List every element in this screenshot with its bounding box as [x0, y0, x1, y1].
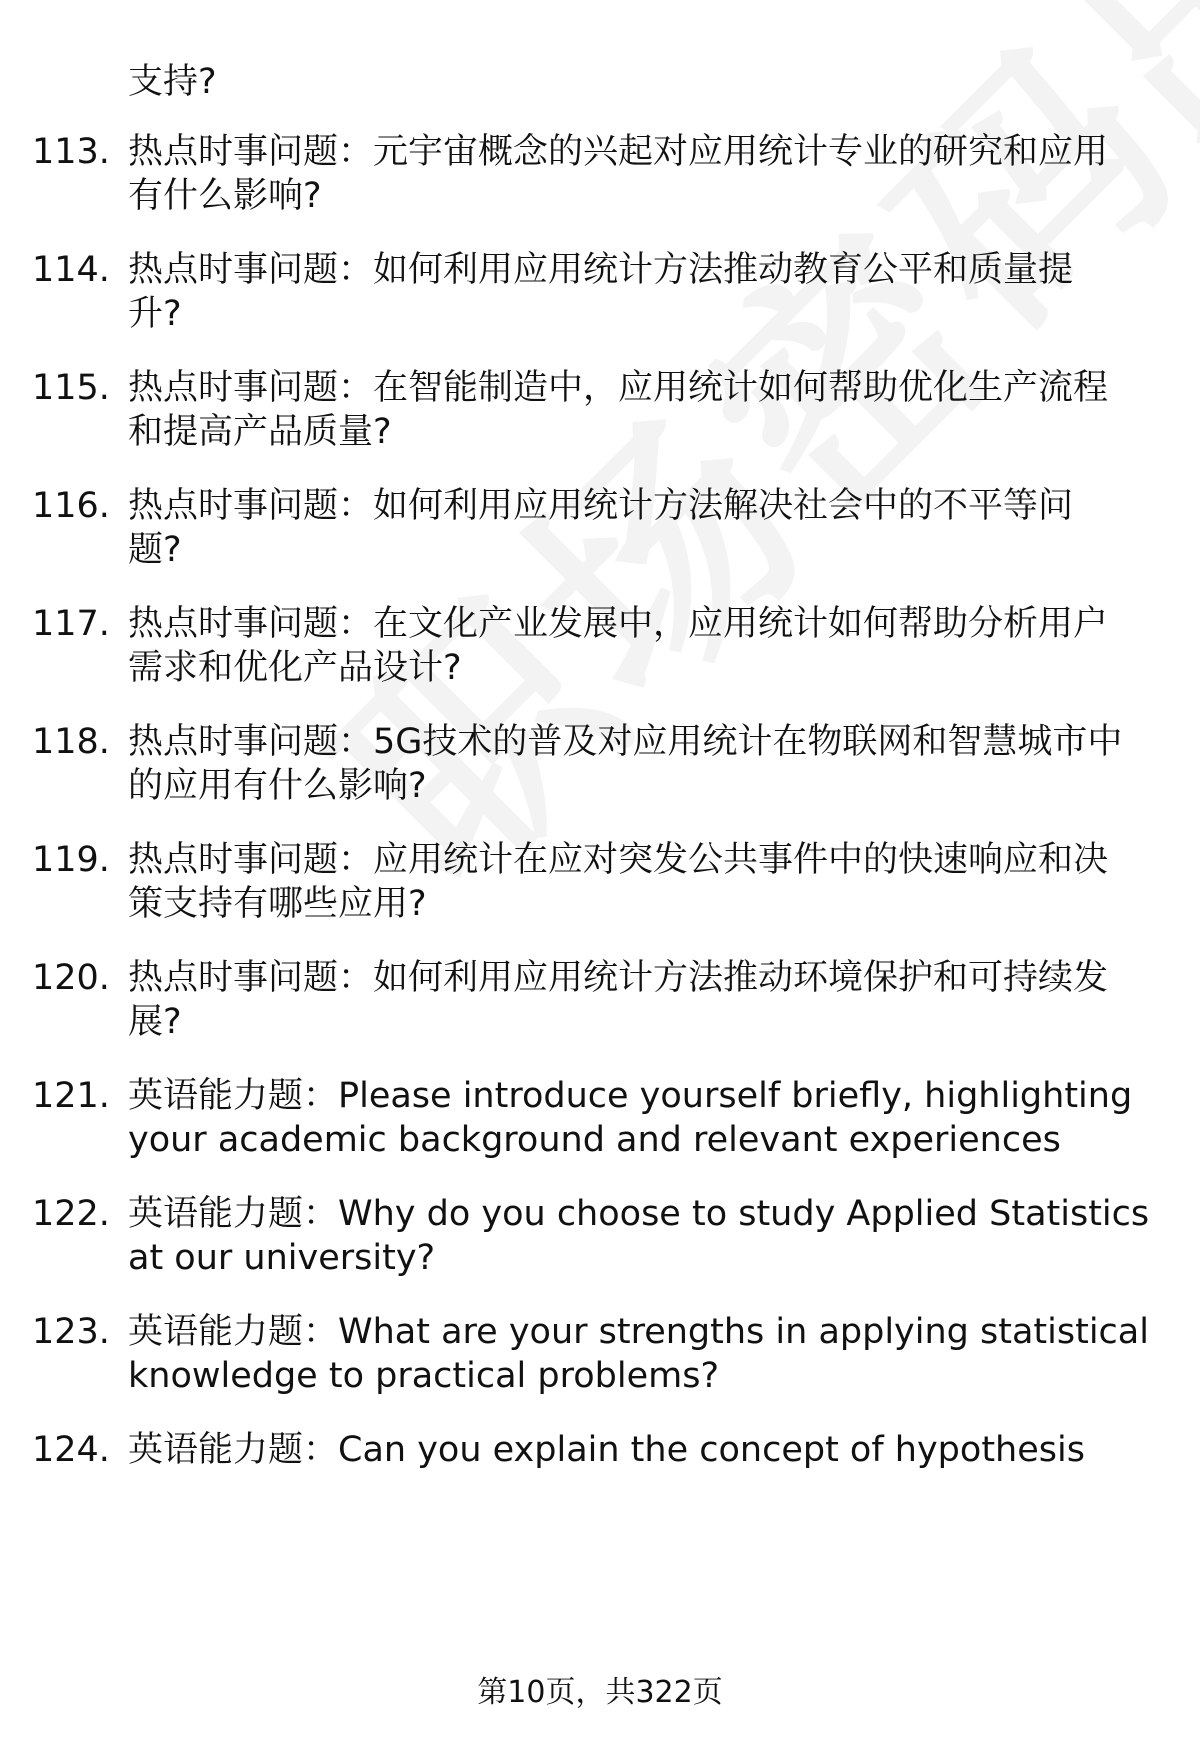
question-text-line1: 英语能力题：Please introduce yourself briefly, highlighting: [128, 1076, 1133, 1116]
question-number: 117.: [32, 604, 110, 644]
question-text-line2: 题?: [128, 530, 182, 570]
question-number: 122.: [32, 1194, 110, 1234]
question-text-line1: 热点时事问题：在智能制造中，应用统计如何帮助优化生产流程: [128, 368, 1109, 408]
question-text-line1: 热点时事问题：如何利用应用统计方法推动环境保护和可持续发: [128, 958, 1109, 998]
question-number: 113.: [32, 132, 110, 172]
question-text-line1: 热点时事问题：元宇宙概念的兴起对应用统计专业的研究和应用: [128, 132, 1109, 172]
question-text-line1: 热点时事问题：5G技术的普及对应用统计在物联网和智慧城市中: [128, 722, 1123, 762]
question-text-line2: 有什么影响?: [128, 176, 322, 216]
question-number: 118.: [32, 722, 110, 762]
question-text-line1: 英语能力题：What are your strengths in applying statistical: [128, 1312, 1149, 1352]
page-footer: 第10页，共322页: [477, 1675, 723, 1710]
question-text-line2: 策支持有哪些应用?: [128, 884, 427, 924]
question-number: 115.: [32, 368, 110, 408]
question-text-line1: 热点时事问题：应用统计在应对突发公共事件中的快速响应和决: [128, 840, 1109, 880]
continuation-text: 支持?: [128, 62, 217, 102]
question-number: 123.: [32, 1312, 110, 1352]
question-text-line1: 英语能力题：Can you explain the concept of hypothesis: [128, 1430, 1085, 1470]
question-text-line2: 展?: [128, 1002, 182, 1042]
question-text-line2: 的应用有什么影响?: [128, 766, 427, 806]
question-number: 124.: [32, 1430, 110, 1470]
question-text-line2: 和提高产品质量?: [128, 412, 392, 452]
question-number: 120.: [32, 958, 110, 998]
question-text-line1: 热点时事问题：如何利用应用统计方法解决社会中的不平等问: [128, 486, 1074, 526]
question-text-line2: your academic background and relevant experiences: [128, 1120, 1061, 1160]
question-number: 121.: [32, 1076, 110, 1116]
question-text-line2: at our university?: [128, 1238, 436, 1278]
question-text-line2: 升?: [128, 294, 182, 334]
question-text-line1: 热点时事问题：如何利用应用统计方法推动教育公平和质量提: [128, 250, 1074, 290]
question-number: 116.: [32, 486, 110, 526]
question-number: 119.: [32, 840, 110, 880]
question-text-line1: 英语能力题：Why do you choose to study Applied Statistics: [128, 1194, 1150, 1234]
question-text-line2: 需求和优化产品设计?: [128, 648, 462, 688]
question-number: 114.: [32, 250, 110, 290]
question-text-line2: knowledge to practical problems?: [128, 1356, 720, 1396]
question-text-line1: 热点时事问题：在文化产业发展中，应用统计如何帮助分析用户: [128, 604, 1109, 644]
